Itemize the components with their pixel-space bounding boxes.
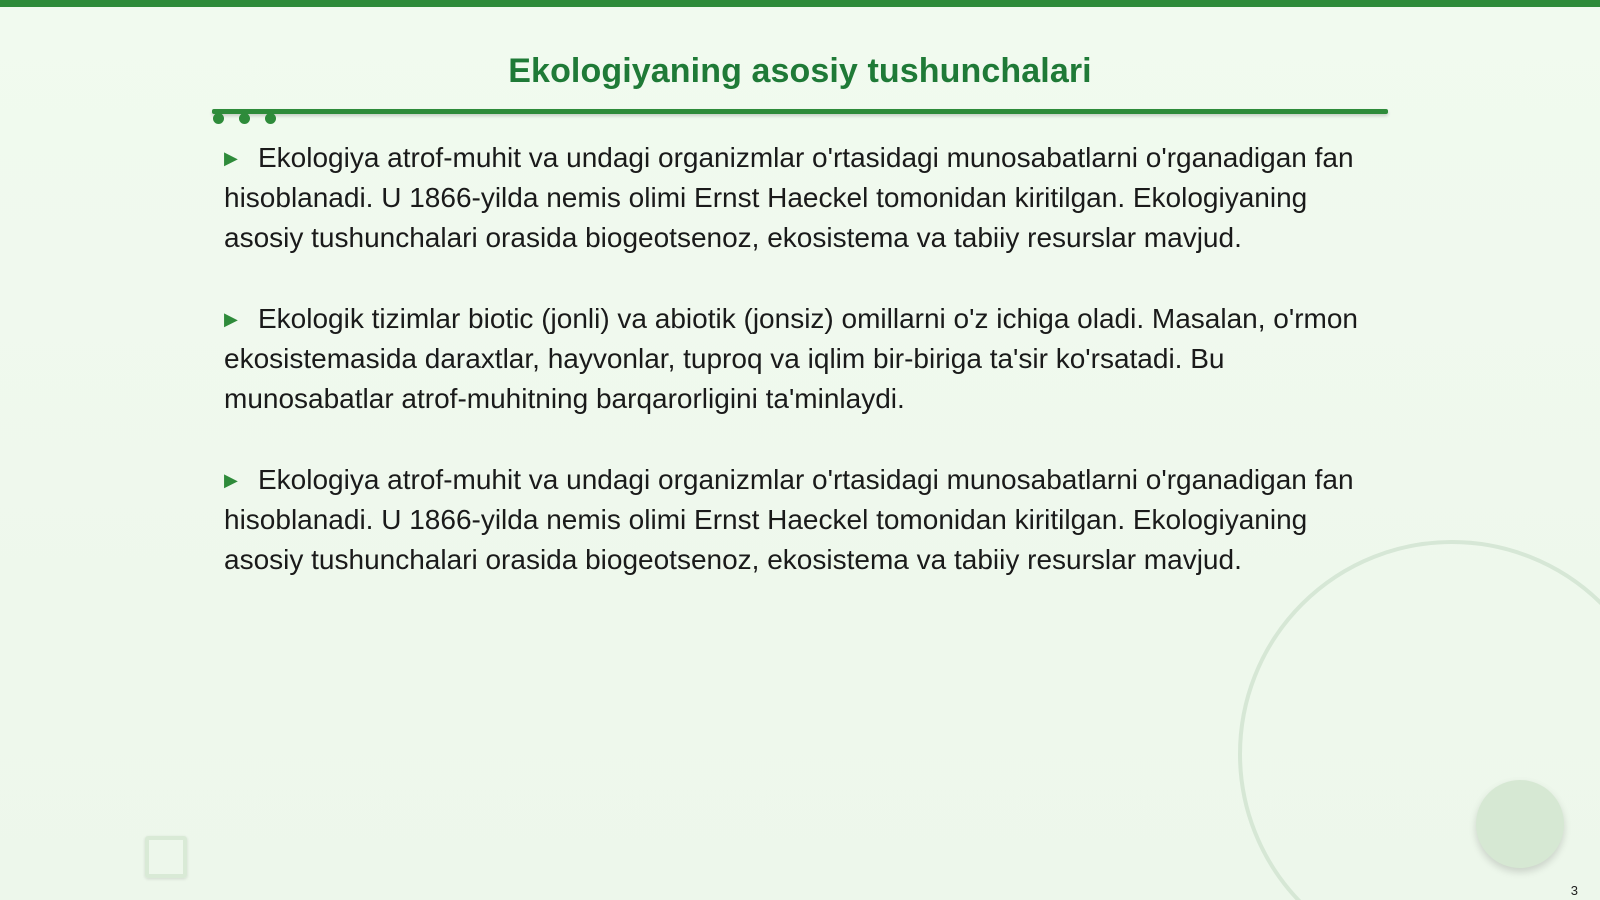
- decorative-square: [145, 836, 187, 878]
- decorative-dot: [265, 113, 276, 124]
- bullet-text: Ekologiya atrof-muhit va undagi organizmlar o'rtasidagi munosabatlarni o'rganadigan fan hisoblanadi. U 1866-yilda nemis olimi Ernst Haeckel tomonidan kiritilgan. Ekologiyaning asosiy tushunchalari orasida biogeotsenoz, ekosistema va tabiiy resurslar mavjud.: [224, 142, 1354, 253]
- page-number: 3: [1570, 883, 1578, 898]
- bullet-item: [224, 138, 1374, 258]
- slide-title: Ekologiyaning asosiy tushunchalari: [508, 52, 1092, 90]
- bullet-item: [224, 460, 1374, 580]
- triangle-right-icon: ▶: [224, 470, 238, 490]
- triangle-right-icon: ▶: [224, 148, 238, 168]
- decorative-circle: [1476, 780, 1564, 868]
- title-underline: [212, 109, 1388, 114]
- bullet-list: [224, 138, 1374, 621]
- decorative-dot: [239, 113, 250, 124]
- decorative-dot: [213, 113, 224, 124]
- bullet-text: Ekologik tizimlar biotic (jonli) va abiotik (jonsiz) omillarni o'z ichiga oladi. Masalan, o'rmon ekosistemasida daraxtlar, hayvonlar, tuproq va iqlim bir-biriga ta'sir ko'rsatadi. Bu munosabatlar atrof-muhitning barqarorligini ta'minlaydi.: [224, 303, 1358, 414]
- bullet-item: [224, 299, 1374, 419]
- top-accent-bar: [0, 0, 1600, 7]
- triangle-right-icon: ▶: [224, 309, 238, 329]
- bullet-text: Ekologiya atrof-muhit va undagi organizmlar o'rtasidagi munosabatlarni o'rganadigan fan hisoblanadi. U 1866-yilda nemis olimi Ernst Haeckel tomonidan kiritilgan. Ekologiyaning asosiy tushunchalari orasida biogeotsenoz, ekosistema va tabiiy resurslar mavjud.: [224, 464, 1354, 575]
